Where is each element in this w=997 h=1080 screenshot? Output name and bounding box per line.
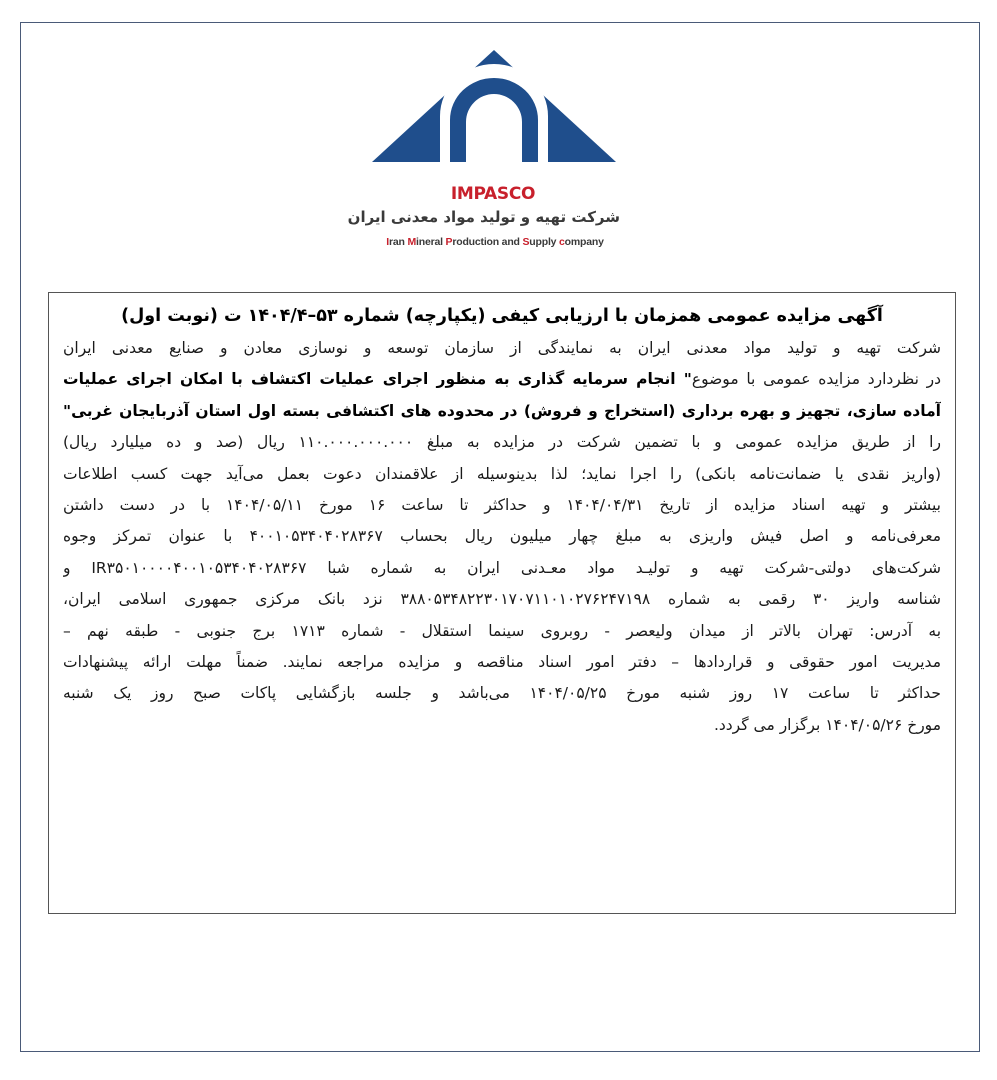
notice-line: بیشتر و تهیه اسناد مزایده از تاریخ ۱۴۰۴/۰۴/۳۱ و حداکثر تا ساعت ۱۶ مورخ ۱۴۰۴/۰۵/۱۱ با در دست داشتن bbox=[63, 496, 941, 515]
notice-line: مورخ ۱۴۰۴/۰۵/۲۶ برگزار می گردد. bbox=[713, 715, 941, 734]
notice-line: معرفی‌نامه و اصل فیش واریزی به مبلغ چهار میلیون ریال بحساب ۴۰۰۱۰۵۳۴۰۴۰۲۸۳۶۷ با عنوان تمرکز وجوه bbox=[63, 527, 941, 546]
auction-notice bbox=[48, 292, 956, 914]
logo-en-part: I bbox=[386, 236, 389, 248]
notice-line: را از طریق مزایده عمومی و با تضمین شرکت در مزایده به مبلغ ۱۱۰.۰۰۰.۰۰۰.۰۰۰ ریال (صد و ده میلیارد ریال) bbox=[63, 433, 941, 452]
logo-en-part: S bbox=[522, 236, 530, 248]
notice-line: آماده سازی، تجهیز و بهره برداری (استخراج و فروش) در محدوده های اکتشافی بسته اول استان آذربایجان غربی" bbox=[63, 401, 941, 420]
notice-line: شرکت‌های دولتی-شرکت تهیه و تولیـد مواد معـدنی ایران به شماره شبا IR۳۵۰۱۰۰۰۰۴۰۰۱۰۵۳۴۰۴۰۲۸۳۶۷ و bbox=[63, 558, 941, 577]
notice-line: (واریز نقدی یا ضمانت‌نامه بانکی) را اجرا نماید؛ لذا بدینوسیله از علاقمندان دعوت بعمل می‌آید جهت کسب اطلاعات bbox=[63, 464, 941, 483]
logo-subtitle-fa: شرکت تهیه و تولید مواد معدنی ایران bbox=[347, 208, 620, 226]
logo-en-part: M bbox=[407, 236, 417, 248]
logo-wordmark: IMPASCO bbox=[450, 184, 536, 204]
notice-line: شرکت تهیه و تولید مواد معدنی ایران به نمایندگی از سازمان توسعه و نوسازی معادن و صنایع معدنی ایران bbox=[63, 339, 941, 357]
logo-en-part: upply bbox=[529, 236, 560, 248]
notice-line: شناسه واریز ۳۰ رقمی به شماره ۳۸۸۰۵۳۴۸۲۲۳۰۱۷۰۷۱۱۰۱۰۲۷۶۲۴۷۱۹۸ نزد بانک مرکزی جمهوری اسلامی ایران، bbox=[63, 590, 941, 609]
company-logo bbox=[347, 50, 620, 260]
arch-emblem-icon bbox=[372, 50, 616, 190]
notice-line: به آدرس: تهران بالاتر از میدان ولیعصر - روبروی سینما استقلال - شماره ۱۷۱۳ برج جنوبی - طبقه نهم – bbox=[63, 621, 941, 640]
logo-en-part: ineral bbox=[416, 236, 446, 248]
notice-title: آگهی مزایده عمومی همزمان با ارزیابی کیفی (یکپارچه) شماره ۵۳–۱۴۰۴/۴ ت (نوبت اول) bbox=[121, 306, 883, 326]
notice-body bbox=[63, 333, 941, 741]
logo-en-part: ompany bbox=[564, 236, 604, 248]
notice-line: در نظردارد مزایده عمومی با موضوع" انجام سرمایه گذاری به منظور اجرای عملیات اکتشاف با امکان اجرای عملیات bbox=[63, 370, 941, 389]
logo-en-part: roduction and bbox=[452, 236, 523, 248]
logo-en-part: ran bbox=[389, 236, 408, 248]
logo-en-part: P bbox=[445, 236, 453, 248]
logo-subtitle-en bbox=[370, 236, 620, 248]
logo-en-part: c bbox=[559, 236, 565, 248]
notice-line: حداکثر تا ساعت ۱۷ روز شنبه مورخ ۱۴۰۴/۰۵/۲۵ می‌باشد و جلسه بازگشایی پاکات صبح روز یک شنبه bbox=[63, 684, 941, 703]
notice-line: مدیریت امور حقوقی و قراردادها – دفتر امور اسناد مناقصه و مزایده مراجعه نمایند. ضمناً مهلت ارائه پیشنهادات bbox=[63, 653, 941, 672]
